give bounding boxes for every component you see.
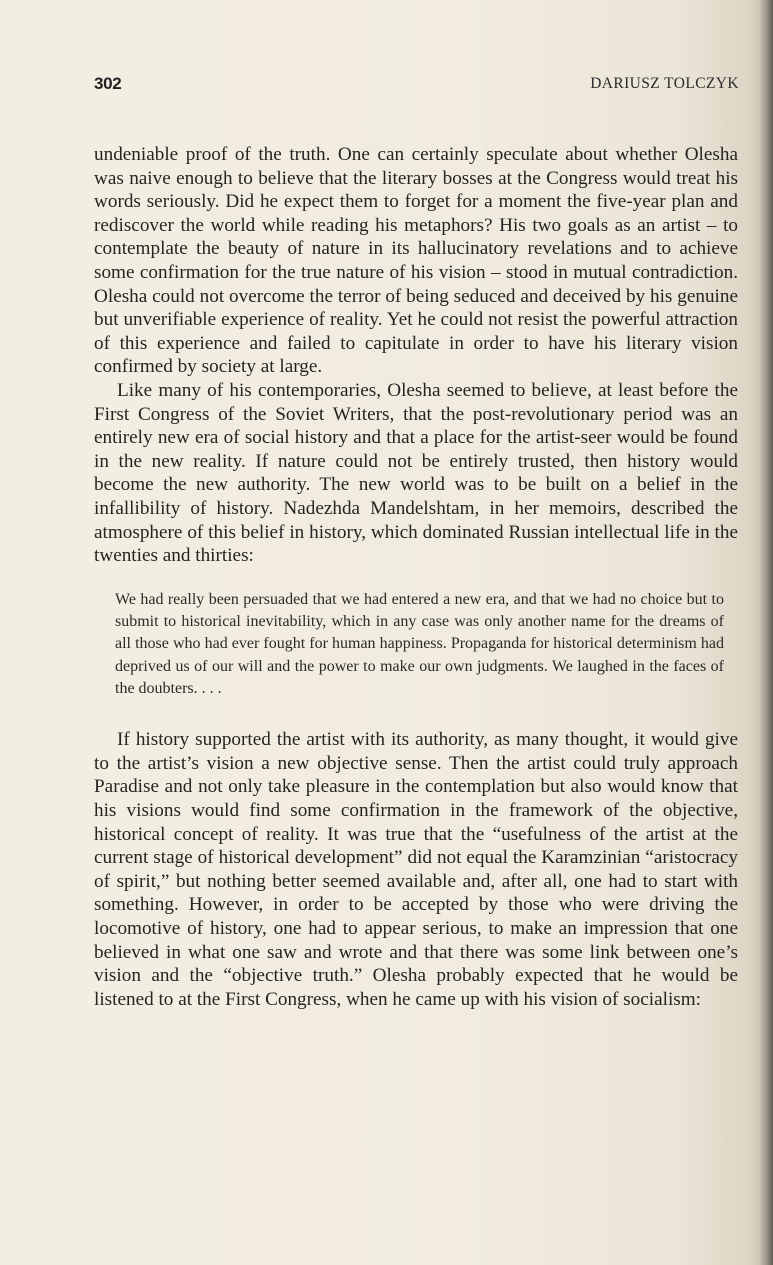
running-head <box>94 74 739 98</box>
body-text <box>94 143 738 1011</box>
page-number: 302 <box>94 74 122 93</box>
paragraph: If history supported the artist with its authority, as many thought, it would give to the artist’s vision a new objective sense. Then the artist could truly approach Paradise and not only take pleasure in the contemplation but also would know that his visions would find some confirmation in the framework of the objective, historical concept of reality. It was true that the “usefulness of the artist at the current stage of historical development” did not equal the Karamzinian “aristocracy of spirit,” but nothing better seemed available and, after all, one had to start with something. However, in order to be accepted by those who were driving the locomotive of history, one had to appear serious, to make an impression that one believed in what one saw and wrote and that there was some link between one’s vision and the “objective truth.” Olesha probably expected that he would be listened to at the First Congress, when he came up with his vision of socialism: <box>94 729 738 1010</box>
paragraph-continued: undeniable proof of the truth. One can certainly speculate about whether Olesha was naive enough to believe that the literary bosses at the Congress would treat his words seriously. Did he expect them to forget for a moment the five-year plan and rediscover the world while reading his metaphors? His two goals as an artist – to contemplate the beauty of nature in its hallucinatory revelations and to achieve some confirmation for the true nature of his vision – stood in mutual contradiction. Olesha could not overcome the terror of being seduced and deceived by his genuine but unverifiable experience of reality. Yet he could not resist the powerful attraction of this experience and failed to capitulate in order to have his literary vision confirmed by society at large. <box>94 144 738 378</box>
page-gutter-shadow <box>759 0 773 1265</box>
block-quotation: We had really been persuaded that we had entered a new era, and that we had no choice but to submit to historical inevitability, which in any case was only another name for the dreams of all those who had ever fought for human happiness. Propaganda for historical determinism had deprived us of our will and the power to make our own judgments. We laughed in the faces of the doubters. . . . <box>115 590 724 697</box>
running-head-author: DARIUSZ TOLCZYK <box>590 75 739 92</box>
paragraph: Like many of his contemporaries, Olesha seemed to believe, at least before the First Congress of the Soviet Writers, that the post-revolutionary period was an entirely new era of social history and that a place for the artist-seer would be found in the new reality. If nature could not be entirely trusted, then history would become the new authority. The new world was to be built on a belief in the infallibility of history. Nadezhda Mandelshtam, in her memoirs, described the atmosphere of this belief in history, which dominated Russian intellectual life in the twenties and thirties: <box>94 379 738 567</box>
